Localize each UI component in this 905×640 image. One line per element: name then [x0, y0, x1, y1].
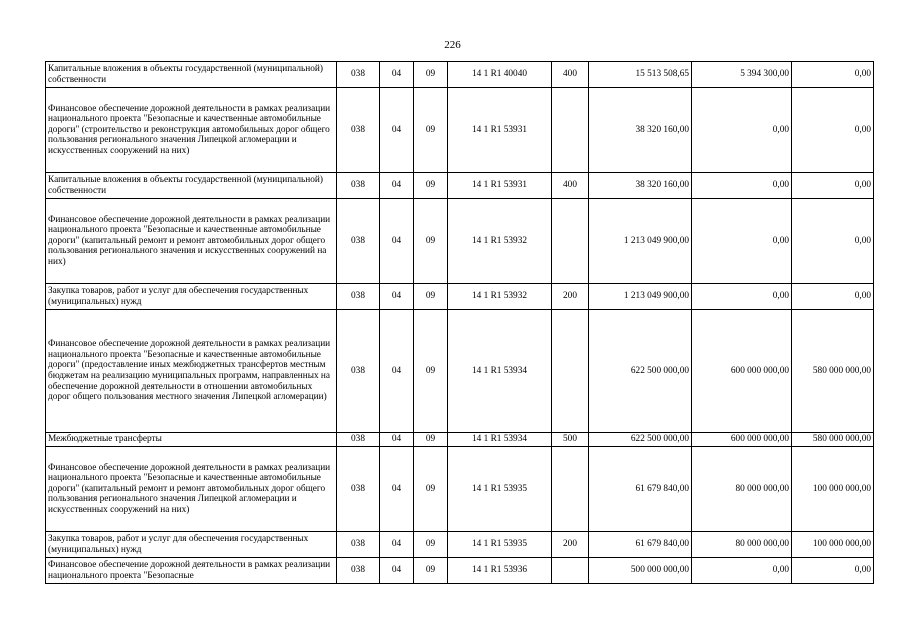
expense-type: 400 [552, 62, 589, 88]
table-body [46, 62, 874, 584]
subsection-code: 09 [414, 173, 448, 199]
row-name: Финансовое обеспечение дорожной деятельности в рамках реализации национального проекта "Безопасные и качественные автомобильные дороги" (капитальный ремонт и ремонт автомобильных дорог общего пользования регионального значения и искусственных сооружений на них) [46, 199, 337, 284]
expense-type [552, 447, 589, 532]
subsection-code: 09 [414, 447, 448, 532]
sum-year-2: 80 000 000,00 [692, 532, 792, 558]
ministry-code: 038 [337, 62, 380, 88]
table-row [46, 284, 874, 310]
table-row [46, 558, 874, 584]
sum-year-2: 80 000 000,00 [692, 447, 792, 532]
sum-year-2: 0,00 [692, 173, 792, 199]
expense-type: 200 [552, 532, 589, 558]
target-article: 14 1 R1 53931 [448, 88, 552, 173]
ministry-code: 038 [337, 88, 380, 173]
section-code: 04 [380, 62, 414, 88]
sum-year-3: 0,00 [792, 88, 874, 173]
target-article: 14 1 R1 53935 [448, 447, 552, 532]
row-name: Межбюджетные трансферты [46, 433, 337, 447]
sum-year-1: 1 213 049 900,00 [589, 284, 692, 310]
sum-year-3: 0,00 [792, 284, 874, 310]
subsection-code: 09 [414, 532, 448, 558]
section-code: 04 [380, 284, 414, 310]
expense-type: 200 [552, 284, 589, 310]
row-name: Финансовое обеспечение дорожной деятельности в рамках реализации национального проекта "Безопасные [46, 558, 337, 584]
sum-year-2: 0,00 [692, 88, 792, 173]
subsection-code: 09 [414, 62, 448, 88]
ministry-code: 038 [337, 199, 380, 284]
ministry-code: 038 [337, 433, 380, 447]
subsection-code: 09 [414, 199, 448, 284]
section-code: 04 [380, 433, 414, 447]
subsection-code: 09 [414, 284, 448, 310]
section-code: 04 [380, 447, 414, 532]
section-code: 04 [380, 88, 414, 173]
target-article: 14 1 R1 53932 [448, 199, 552, 284]
sum-year-3: 0,00 [792, 62, 874, 88]
table-row [46, 62, 874, 88]
expense-type: 400 [552, 173, 589, 199]
target-article: 14 1 R1 53934 [448, 433, 552, 447]
row-name: Капитальные вложения в объекты государственной (муниципальной) собственности [46, 62, 337, 88]
row-name: Финансовое обеспечение дорожной деятельности в рамках реализации национального проекта "Безопасные и качественные автомобильные дороги" (строительство и реконструкция автомобильных дорог общего пользования регионального значения Липецкой агломерации и искусственных сооружений на них) [46, 88, 337, 173]
section-code: 04 [380, 173, 414, 199]
ministry-code: 038 [337, 532, 380, 558]
sum-year-1: 61 679 840,00 [589, 447, 692, 532]
target-article: 14 1 R1 53934 [448, 310, 552, 433]
subsection-code: 09 [414, 310, 448, 433]
sum-year-1: 15 513 508,65 [589, 62, 692, 88]
section-code: 04 [380, 558, 414, 584]
table-row [46, 310, 874, 433]
sum-year-1: 622 500 000,00 [589, 433, 692, 447]
table-row [46, 433, 874, 447]
sum-year-2: 600 000 000,00 [692, 310, 792, 433]
target-article: 14 1 R1 53936 [448, 558, 552, 584]
section-code: 04 [380, 310, 414, 433]
ministry-code: 038 [337, 447, 380, 532]
subsection-code: 09 [414, 558, 448, 584]
expense-type [552, 558, 589, 584]
page-number: 226 [444, 39, 461, 51]
target-article: 14 1 R1 53931 [448, 173, 552, 199]
target-article: 14 1 R1 53932 [448, 284, 552, 310]
sum-year-3: 580 000 000,00 [792, 433, 874, 447]
expense-type [552, 310, 589, 433]
sum-year-1: 1 213 049 900,00 [589, 199, 692, 284]
sum-year-3: 0,00 [792, 173, 874, 199]
ministry-code: 038 [337, 310, 380, 433]
sum-year-2: 0,00 [692, 199, 792, 284]
sum-year-3: 0,00 [792, 558, 874, 584]
sum-year-3: 100 000 000,00 [792, 447, 874, 532]
sum-year-1: 38 320 160,00 [589, 173, 692, 199]
sum-year-2: 0,00 [692, 558, 792, 584]
sum-year-1: 61 679 840,00 [589, 532, 692, 558]
ministry-code: 038 [337, 558, 380, 584]
budget-table [45, 61, 874, 584]
section-code: 04 [380, 199, 414, 284]
table-row [46, 447, 874, 532]
row-name: Капитальные вложения в объекты государственной (муниципальной) собственности [46, 173, 337, 199]
expense-type: 500 [552, 433, 589, 447]
row-name: Финансовое обеспечение дорожной деятельности в рамках реализации национального проекта "Безопасные и качественные автомобильные дороги" (капитальный ремонт и ремонт автомобильных дорог общего пользования регионального значения Липецкой агломерации и искусственных сооружений на них) [46, 447, 337, 532]
subsection-code: 09 [414, 88, 448, 173]
ministry-code: 038 [337, 284, 380, 310]
sum-year-1: 500 000 000,00 [589, 558, 692, 584]
sum-year-3: 0,00 [792, 199, 874, 284]
sum-year-2: 600 000 000,00 [692, 433, 792, 447]
section-code: 04 [380, 532, 414, 558]
ministry-code: 038 [337, 173, 380, 199]
expense-type [552, 199, 589, 284]
row-name: Закупка товаров, работ и услуг для обеспечения государственных (муниципальных) нужд [46, 532, 337, 558]
table-row [46, 88, 874, 173]
sum-year-2: 5 394 300,00 [692, 62, 792, 88]
table-row [46, 532, 874, 558]
sum-year-1: 38 320 160,00 [589, 88, 692, 173]
sum-year-1: 622 500 000,00 [589, 310, 692, 433]
target-article: 14 1 R1 40040 [448, 62, 552, 88]
table-row [46, 173, 874, 199]
sum-year-2: 0,00 [692, 284, 792, 310]
expense-type [552, 88, 589, 173]
subsection-code: 09 [414, 433, 448, 447]
sum-year-3: 580 000 000,00 [792, 310, 874, 433]
table-row [46, 199, 874, 284]
sum-year-3: 100 000 000,00 [792, 532, 874, 558]
target-article: 14 1 R1 53935 [448, 532, 552, 558]
row-name: Закупка товаров, работ и услуг для обеспечения государственных (муниципальных) нужд [46, 284, 337, 310]
row-name: Финансовое обеспечение дорожной деятельности в рамках реализации национального проекта "Безопасные и качественные автомобильные дороги" (предоставление иных межбюджетных трансфертов местным бюджетам на реализацию муниципальных программ, направленных на обеспечение дорожной деятельности в отношении автомобильных дорог общего пользования местного значения Липецкой агломерации) [46, 310, 337, 433]
